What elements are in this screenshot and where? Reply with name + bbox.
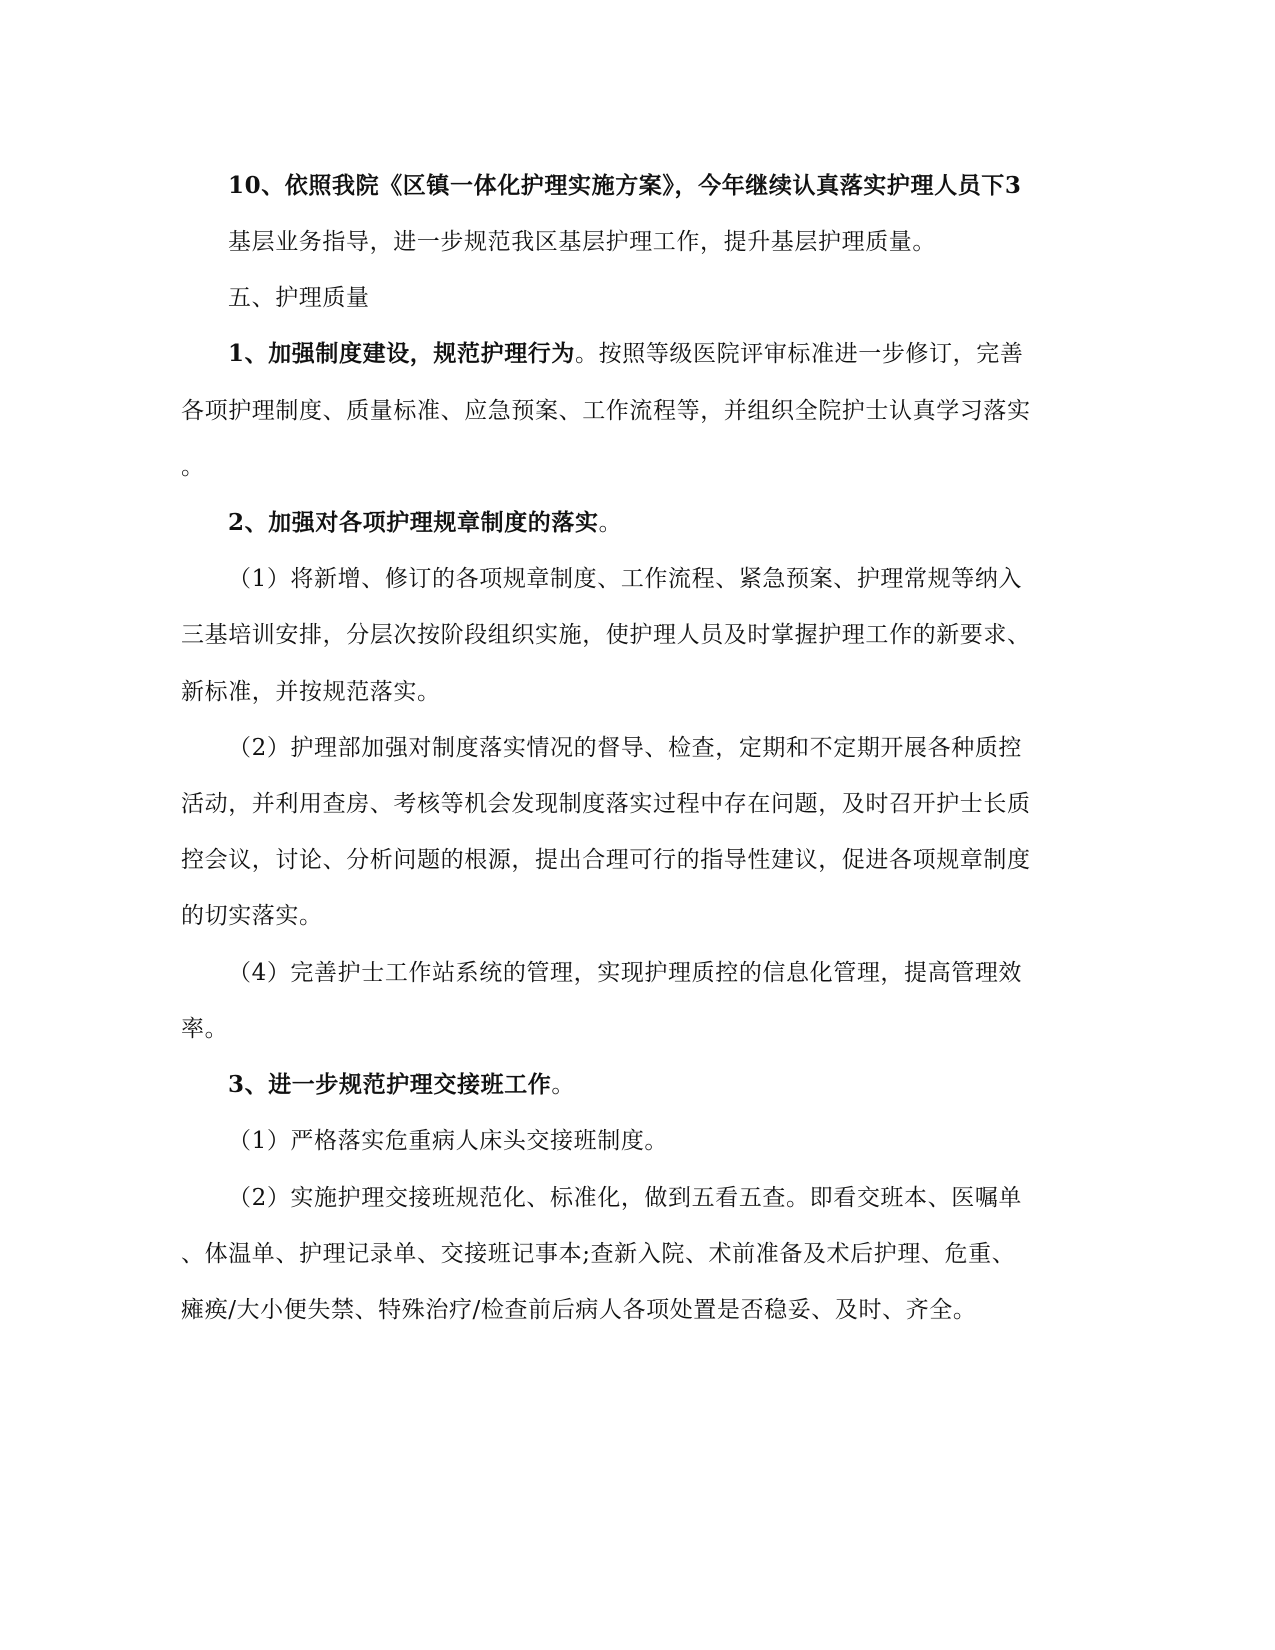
sub-2-line-3: 控会议，讨论、分析问题的根源，提出合理可行的指导性建议，促进各项规章制度 — [181, 847, 1031, 873]
sub-4-line-2: 率。 — [181, 1016, 229, 1042]
paragraph-10-line-1: 10、依照我院《区镇一体化护理实施方案》，今年继续认真落实护理人员下3 — [228, 172, 1022, 199]
item-1-bold-title: 1、加强制度建设，规范护理行为 — [228, 340, 576, 367]
item-3-line-1 — [228, 1069, 575, 1101]
item-3-bold-title: 3、进一步规范护理交接班工作 — [228, 1071, 552, 1098]
sub-2-line-4: 的切实落实。 — [181, 903, 323, 929]
item-2-bold-title: 2、加强对各项护理规章制度的落实 — [228, 509, 599, 536]
sub-3-1-line-1: （1）严格落实危重病人床头交接班制度。 — [228, 1128, 669, 1154]
item-1-line-2: 各项护理制度、质量标准、应急预案、工作流程等，并组织全院护士认真学习落实 — [181, 398, 1031, 424]
sub-3-2-line-2: 、体温单、护理记录单、交接班记事本;查新入院、术前准备及术后护理、危重、 — [181, 1241, 1016, 1267]
sub-2-line-2: 活动，并利用查房、考核等机会发现制度落实过程中存在问题，及时召开护士长质 — [181, 791, 1031, 817]
sub-3-2-line-1: （2）实施护理交接班规范化、标准化，做到五看五查。即看交班本、医嘱单 — [228, 1185, 1023, 1211]
sub-1-line-1: （1）将新增、修订的各项规章制度、工作流程、紧急预案、护理常规等纳入 — [228, 566, 1023, 592]
sub-2-line-1: （2）护理部加强对制度落实情况的督导、检查，定期和不定期开展各种质控 — [228, 735, 1023, 761]
sub-3-2-line-3: 瘫痪/大小便失禁、特殊治疗/检查前后病人各项处置是否稳妥、及时、齐全。 — [181, 1297, 977, 1323]
item-3-rest: 。 — [551, 1072, 576, 1098]
sub-4-line-1: （4）完善护士工作站系统的管理，实现护理质控的信息化管理，提高管理效 — [228, 960, 1023, 986]
sub-1-line-3: 新标准，并按规范落实。 — [181, 679, 441, 705]
section-5-heading: 五、护理质量 — [228, 285, 370, 311]
paragraph-10-line-2: 基层业务指导，进一步规范我区基层护理工作，提升基层护理质量。 — [228, 229, 936, 255]
item-2-line-1 — [228, 507, 622, 539]
item-2-rest: 。 — [598, 510, 623, 536]
item-1-line-1 — [228, 338, 1023, 370]
item-1-line-3: 。 — [181, 454, 205, 480]
sub-1-line-2: 三基培训安排，分层次按阶段组织实施，使护理人员及时掌握护理工作的新要求、 — [181, 622, 1031, 648]
item-1-rest: 。按照等级医院评审标准进一步修订，完善 — [575, 341, 1024, 367]
